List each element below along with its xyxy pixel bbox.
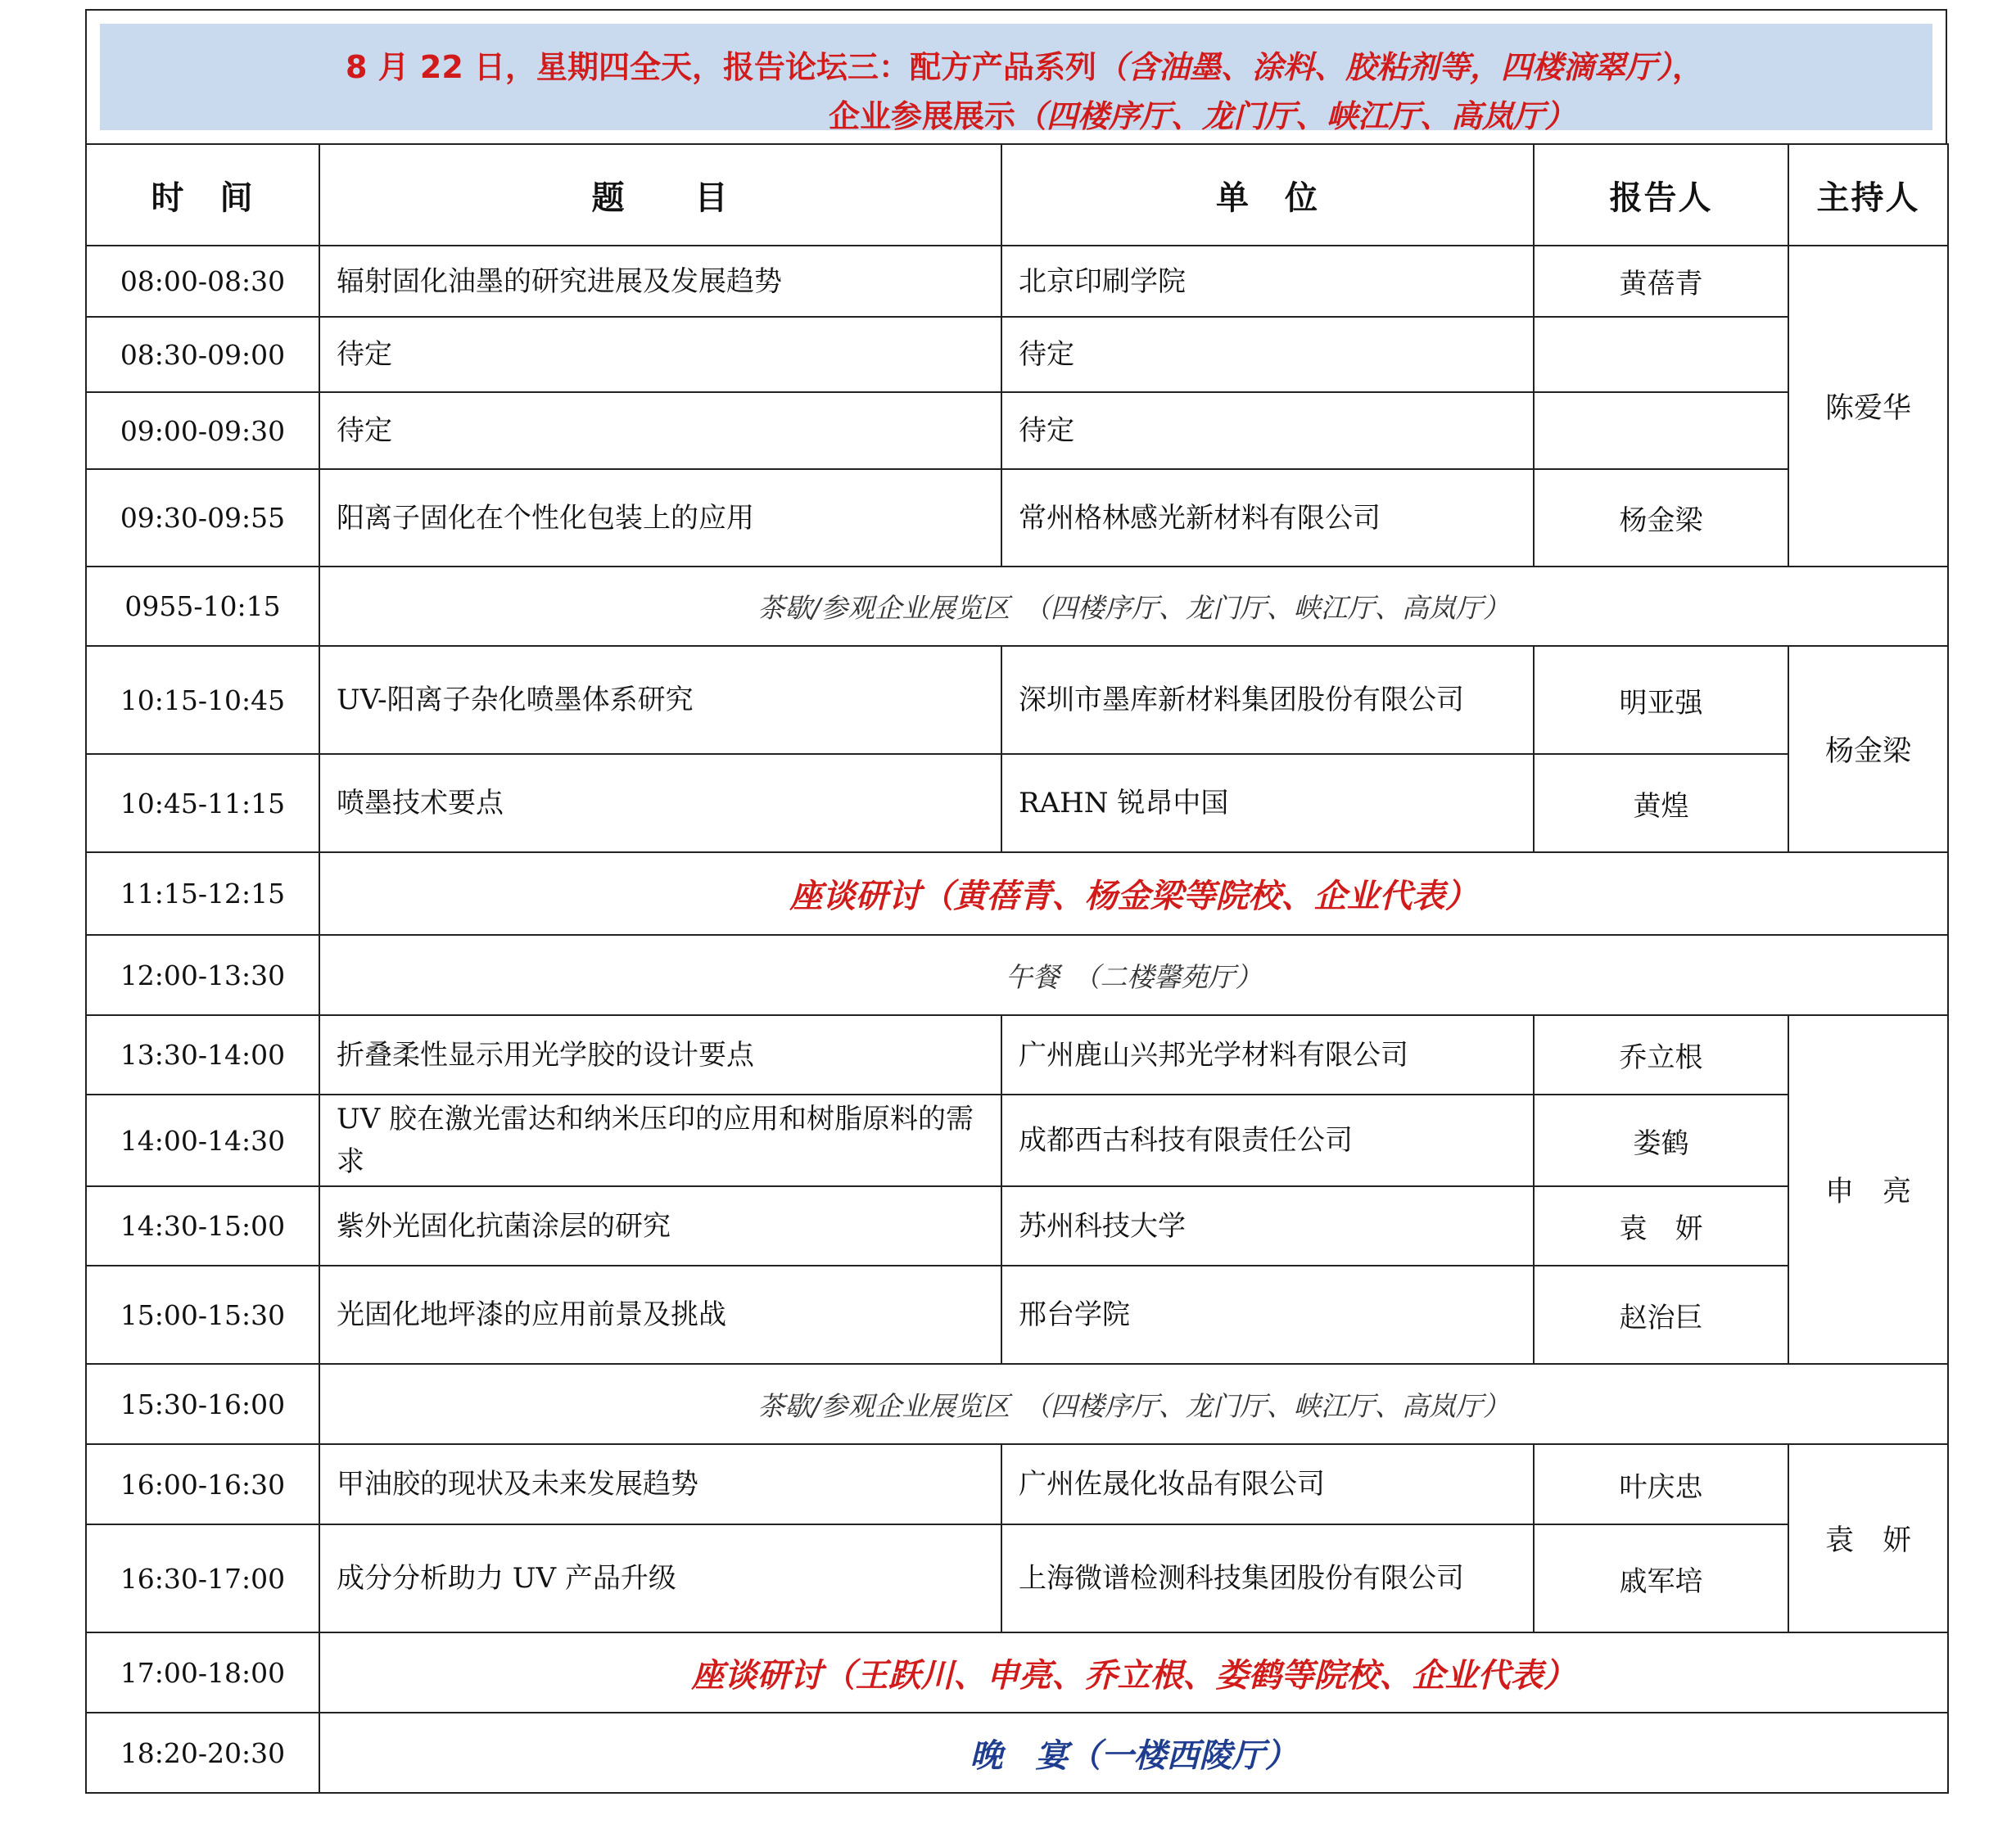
time-cell: 0955-10:15 xyxy=(86,567,319,646)
topic-cell: 待定 xyxy=(319,392,1001,469)
time-cell: 18:20-20:30 xyxy=(86,1713,319,1793)
speaker-cell: 叶庆忠 xyxy=(1534,1444,1788,1524)
tea-break-cell: 茶歇/参观企业展览区 （四楼序厅、龙门厅、峡江厅、高岚厅） xyxy=(319,567,1948,646)
speaker-cell: 黄煌 xyxy=(1534,754,1788,852)
time-cell: 10:45-11:15 xyxy=(86,754,319,852)
table-row xyxy=(86,1524,1948,1632)
seminar-cell: 座谈研讨（王跃川、申亮、乔立根、娄鹤等院校、企业代表） xyxy=(319,1632,1948,1713)
table-row xyxy=(86,1186,1948,1266)
unit-cell: 北京印刷学院 xyxy=(1001,246,1534,317)
time-cell: 12:00-13:30 xyxy=(86,935,319,1015)
topic-cell: 光固化地坪漆的应用前景及挑战 xyxy=(319,1266,1001,1364)
table-row xyxy=(86,754,1948,852)
topic-cell: 阳离子固化在个性化包装上的应用 xyxy=(319,469,1001,567)
speaker-cell: 乔立根 xyxy=(1534,1015,1788,1095)
table-row xyxy=(86,1444,1948,1524)
schedule-sheet xyxy=(85,9,1947,1794)
topic-cell: 辐射固化油墨的研究进展及发展趋势 xyxy=(319,246,1001,317)
header-banner xyxy=(100,24,1932,134)
time-cell: 15:00-15:30 xyxy=(86,1266,319,1364)
topic-cell: 折叠柔性显示用光学胶的设计要点 xyxy=(319,1015,1001,1095)
seminar-row xyxy=(86,1632,1948,1713)
col-header-speaker: 报告人 xyxy=(1534,144,1788,246)
speaker-cell: 袁 妍 xyxy=(1534,1186,1788,1266)
time-cell: 13:30-14:00 xyxy=(86,1015,319,1095)
unit-cell: 深圳市墨库新材料集团股份有限公司 xyxy=(1001,646,1534,754)
tea-break-cell: 茶歇/参观企业展览区 （四楼序厅、龙门厅、峡江厅、高岚厅） xyxy=(319,1364,1948,1444)
header-line1-tail: ， xyxy=(1672,49,1704,85)
unit-cell: 广州鹿山兴邦光学材料有限公司 xyxy=(1001,1015,1534,1095)
time-cell: 08:30-09:00 xyxy=(86,317,319,392)
unit-cell: 待定 xyxy=(1001,317,1534,392)
time-cell: 16:00-16:30 xyxy=(86,1444,319,1524)
time-cell: 17:00-18:00 xyxy=(86,1632,319,1713)
unit-cell: 邢台学院 xyxy=(1001,1266,1534,1364)
time-cell: 10:15-10:45 xyxy=(86,646,319,754)
speaker-cell: 黄蓓青 xyxy=(1534,246,1788,317)
unit-cell: 苏州科技大学 xyxy=(1001,1186,1534,1266)
time-cell: 14:00-14:30 xyxy=(86,1095,319,1186)
unit-cell: 成都西古科技有限责任公司 xyxy=(1001,1095,1534,1186)
column-header-row xyxy=(86,144,1948,246)
speaker-cell: 戚军培 xyxy=(1534,1524,1788,1632)
dinner-cell: 晚 宴（一楼西陵厅） xyxy=(319,1713,1948,1793)
table-row xyxy=(86,246,1948,317)
seminar-cell: 座谈研讨（黄蓓青、杨金梁等院校、企业代表） xyxy=(319,852,1948,935)
time-cell: 08:00-08:30 xyxy=(86,246,319,317)
host-cell: 申 亮 xyxy=(1788,1015,1948,1364)
topic-cell: UV 胶在激光雷达和纳米压印的应用和树脂原料的需求 xyxy=(319,1095,1001,1186)
time-cell: 09:30-09:55 xyxy=(86,469,319,567)
header-line-1 xyxy=(346,42,1703,87)
col-header-host: 主持人 xyxy=(1788,144,1948,246)
col-header-topic: 题 目 xyxy=(319,144,1001,246)
table-row xyxy=(86,1015,1948,1095)
table-row xyxy=(86,317,1948,392)
table-row xyxy=(86,469,1948,567)
time-cell: 14:30-15:00 xyxy=(86,1186,319,1266)
host-cell: 袁 妍 xyxy=(1788,1444,1948,1632)
speaker-cell: 明亚强 xyxy=(1534,646,1788,754)
dinner-row xyxy=(86,1713,1948,1793)
unit-cell: 待定 xyxy=(1001,392,1534,469)
header-line2-italic: （四楼序厅、龙门厅、峡江厅、高岚厅） xyxy=(1015,98,1576,134)
topic-cell: UV-阳离子杂化喷墨体系研究 xyxy=(319,646,1001,754)
col-header-time: 时 间 xyxy=(86,144,319,246)
unit-cell: RAHN 锐昂中国 xyxy=(1001,754,1534,852)
header-line1-italic: （含油墨、涂料、胶粘剂等，四楼滴翠厅） xyxy=(1096,49,1673,85)
topic-cell: 喷墨技术要点 xyxy=(319,754,1001,852)
table-row xyxy=(86,646,1948,754)
header-line1-main: 8 月 22 日，星期四全天，报告论坛三：配方产品系列 xyxy=(346,49,1097,85)
unit-cell: 上海微谱检测科技集团股份有限公司 xyxy=(1001,1524,1534,1632)
table-row xyxy=(86,392,1948,469)
break-row xyxy=(86,567,1948,646)
seminar-row xyxy=(86,852,1948,935)
speaker-cell xyxy=(1534,317,1788,392)
time-cell: 11:15-12:15 xyxy=(86,852,319,935)
lunch-cell: 午餐 （二楼馨苑厅） xyxy=(319,935,1948,1015)
topic-cell: 甲油胶的现状及未来发展趋势 xyxy=(319,1444,1001,1524)
topic-cell: 成分分析助力 UV 产品升级 xyxy=(319,1524,1001,1632)
topic-cell: 紫外光固化抗菌涂层的研究 xyxy=(319,1186,1001,1266)
host-cell: 陈爱华 xyxy=(1788,246,1948,567)
break-row xyxy=(86,935,1948,1015)
time-cell: 16:30-17:00 xyxy=(86,1524,319,1632)
header-line2-main: 企业参展展示 xyxy=(829,98,1016,134)
break-row xyxy=(86,1364,1948,1444)
time-cell: 09:00-09:30 xyxy=(86,392,319,469)
table-row xyxy=(86,1266,1948,1364)
header-line-2 xyxy=(829,91,1575,136)
time-cell: 15:30-16:00 xyxy=(86,1364,319,1444)
schedule-header xyxy=(85,9,1947,143)
speaker-cell: 赵治巨 xyxy=(1534,1266,1788,1364)
col-header-unit: 单 位 xyxy=(1001,144,1534,246)
host-cell: 杨金梁 xyxy=(1788,646,1948,852)
table-row xyxy=(86,1095,1948,1186)
speaker-cell xyxy=(1534,392,1788,469)
schedule-table xyxy=(85,143,1949,1794)
speaker-cell: 娄鹤 xyxy=(1534,1095,1788,1186)
speaker-cell: 杨金梁 xyxy=(1534,469,1788,567)
unit-cell: 常州格林感光新材料有限公司 xyxy=(1001,469,1534,567)
topic-cell: 待定 xyxy=(319,317,1001,392)
unit-cell: 广州佐晟化妆品有限公司 xyxy=(1001,1444,1534,1524)
